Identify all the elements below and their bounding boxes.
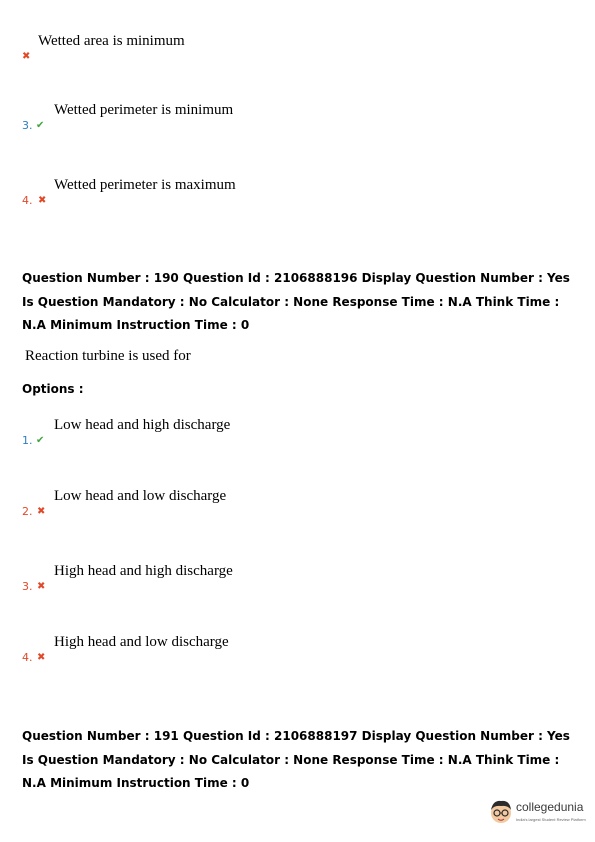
option-item	[22, 102, 442, 132]
cross-icon: ✖	[22, 51, 31, 62]
brand-name: collegedunia	[516, 800, 584, 814]
checkmark-icon: ✔	[36, 120, 45, 131]
option-item	[22, 488, 442, 518]
brand-tagline: India's largest Student Review Platform	[516, 817, 586, 822]
option-text: High head and high discharge	[54, 563, 233, 579]
checkmark-icon: ✔	[36, 435, 45, 446]
cross-icon: ✖	[38, 195, 47, 206]
question-meta: Question Number : 190 Question Id : 2106888196 Display Question Number : Yes Is Question Mandatory : No Calculator : None Response Time : N.A Think Time : N.A Minimum Instruction Time : 0	[22, 271, 570, 332]
option-number: 1.	[22, 434, 33, 447]
question-meta: Question Number : 191 Question Id : 2106888197 Display Question Number : Yes Is Question Mandatory : No Calculator : None Response Time : N.A Think Time : N.A Minimum Instruction Time : 0	[22, 729, 570, 790]
options-label: Options :	[22, 382, 84, 396]
option-text: Wetted area is minimum	[38, 33, 185, 49]
option-number: 3.	[22, 119, 33, 132]
option-text: Wetted perimeter is maximum	[54, 177, 236, 193]
option-text: High head and low discharge	[54, 634, 229, 650]
mascot-icon	[488, 798, 514, 826]
option-text: Wetted perimeter is minimum	[54, 102, 234, 118]
cross-icon: ✖	[37, 581, 46, 592]
collegedunia-logo	[488, 796, 588, 830]
cross-icon: ✖	[37, 506, 46, 517]
option-number: 4.	[22, 194, 33, 207]
cross-icon: ✖	[37, 652, 46, 663]
option-item	[22, 33, 442, 63]
option-number: 2.	[22, 505, 33, 518]
option-text: Low head and low discharge	[54, 488, 227, 504]
option-number: 3.	[22, 580, 33, 593]
option-number: 4.	[22, 651, 33, 664]
option-item	[22, 634, 442, 664]
option-text: Low head and high discharge	[54, 417, 231, 433]
option-item	[22, 563, 442, 593]
option-item	[22, 177, 442, 207]
option-item	[22, 417, 442, 447]
question-text: Reaction turbine is used for	[25, 348, 191, 364]
